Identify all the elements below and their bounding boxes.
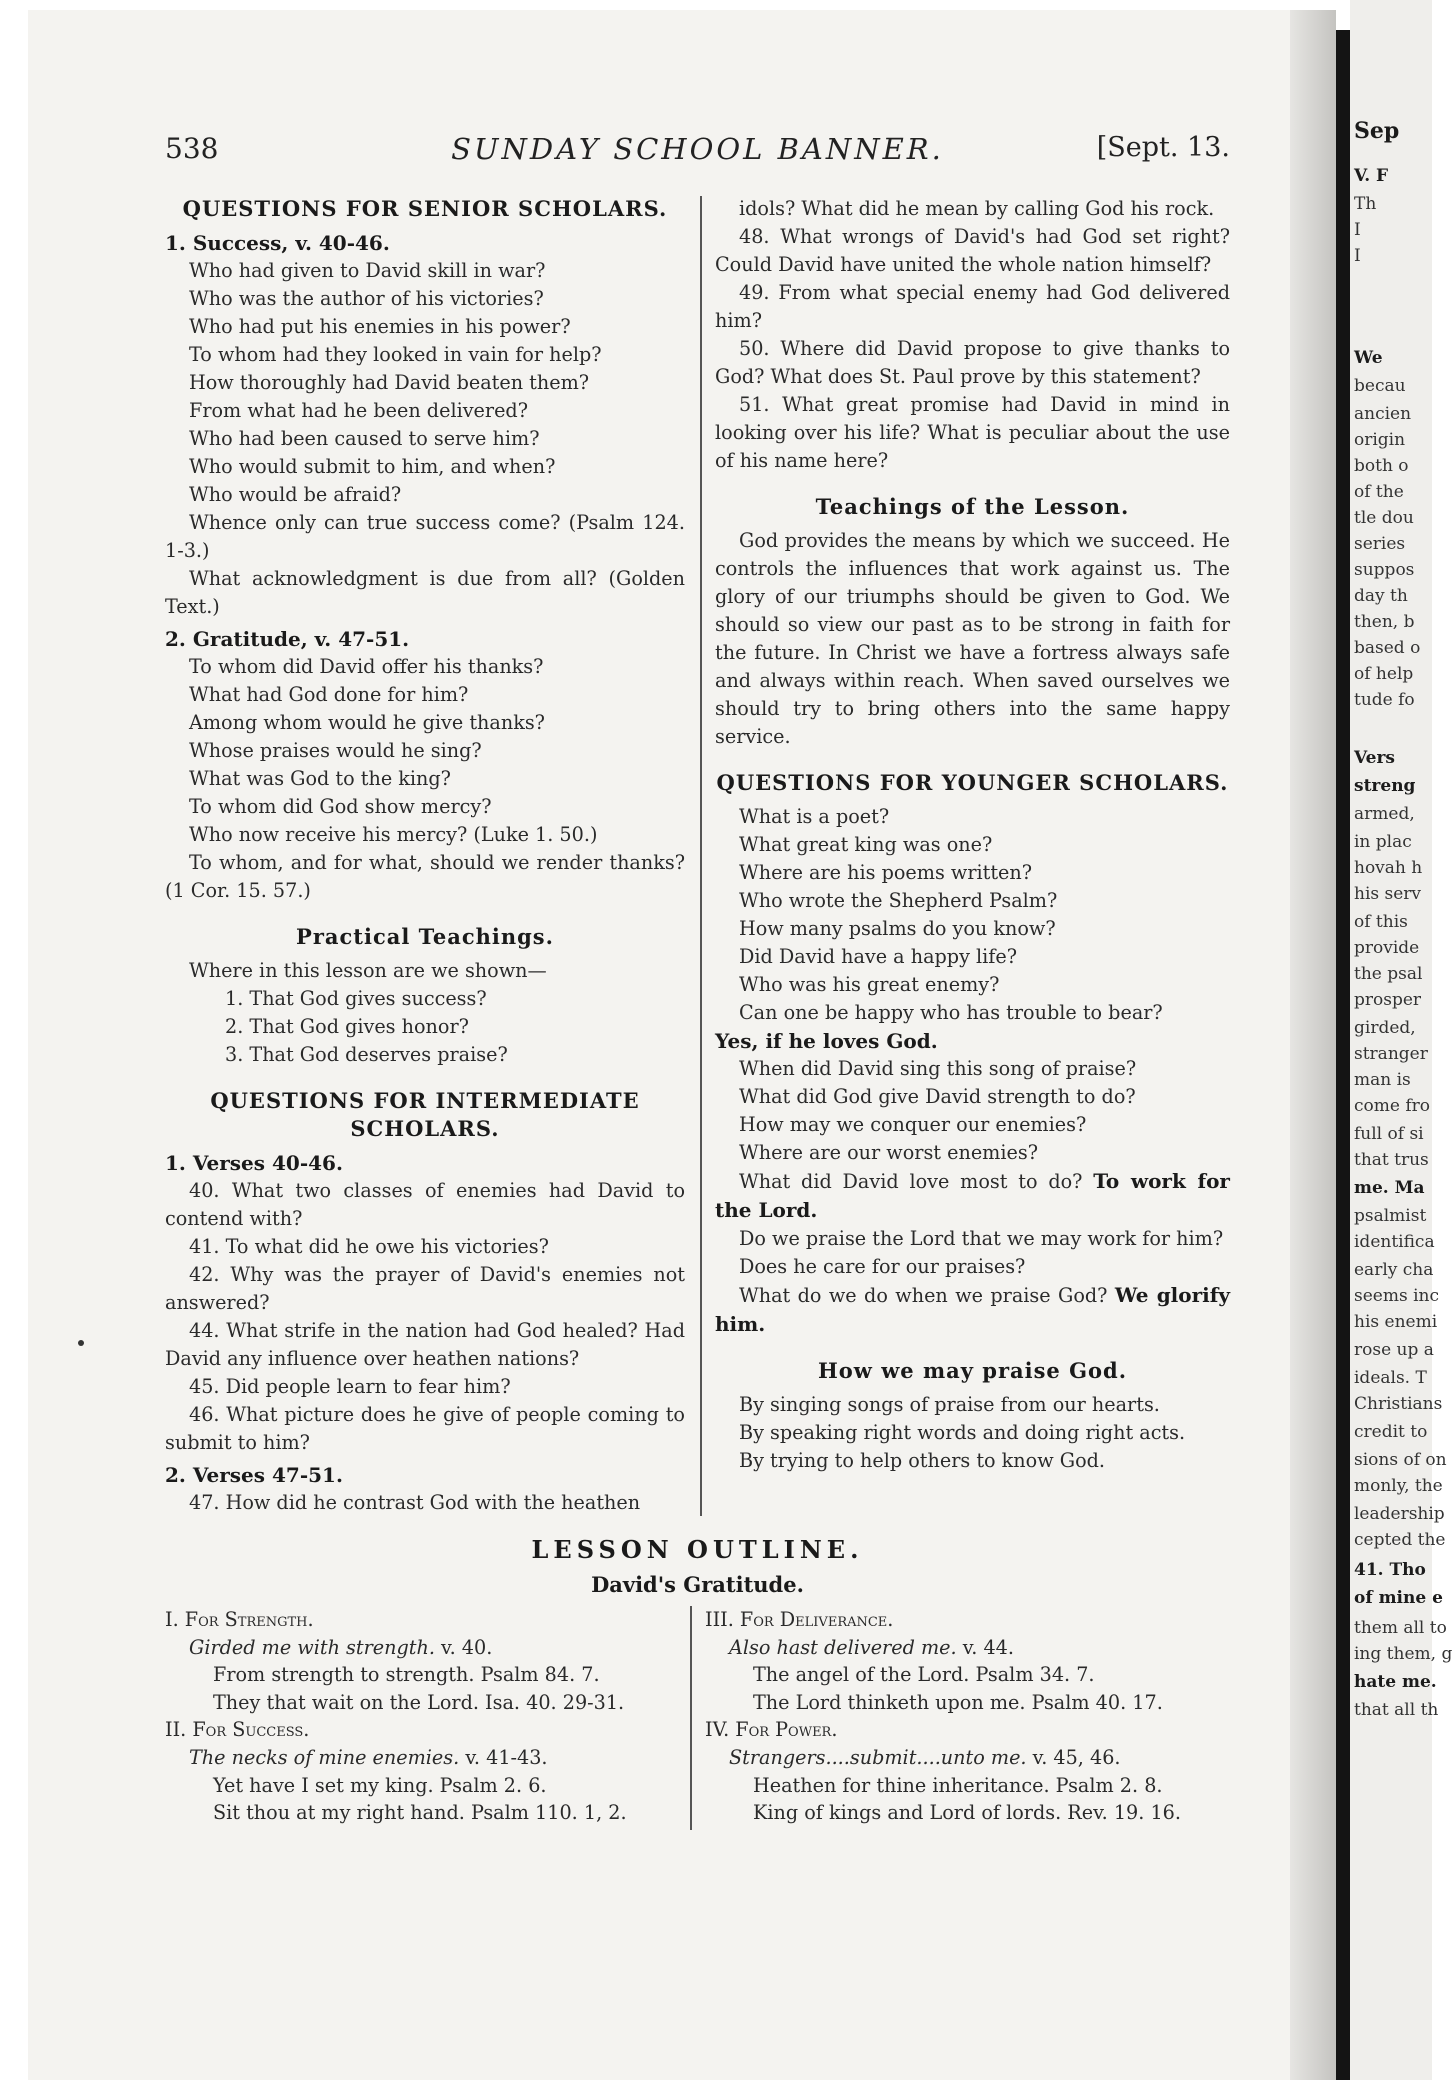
question-text: To whom, and for what, should we render thanks? (1 Cor. 15. 57.) [165, 851, 685, 902]
page-date: [Sept. 13. [1096, 132, 1230, 163]
next-page-text-fragment: full of si [1354, 1124, 1424, 1144]
question-text: Where are our worst enemies? [739, 1141, 1038, 1164]
outline-text: Heathen for thine inheritance. Psalm 2. 8. [753, 1773, 1163, 1797]
question-text: What do we do when we praise God? [739, 1284, 1108, 1307]
question-text: Does he care for our praises? [739, 1255, 1026, 1278]
outline-item [165, 1661, 685, 1689]
question-text: 45. Did people learn to fear him? [189, 1375, 511, 1398]
next-page-text-fragment: becau [1354, 376, 1406, 396]
outline-item [165, 1634, 685, 1662]
next-page-text-fragment: provide [1354, 938, 1420, 958]
question-text: Who wrote the Shepherd Psalm? [739, 889, 1058, 912]
book-binding [1336, 30, 1350, 2080]
question-text: Who was the author of his victories? [189, 287, 544, 310]
question-text: What acknowledgment is due from all? (Golden Text.) [165, 567, 685, 618]
next-page-text-fragment: streng [1354, 776, 1416, 796]
outline-text: v. 44. [956, 1635, 1014, 1659]
outline-item [705, 1716, 1230, 1744]
outline-text: They that wait on the Lord. Isa. 40. 29-31. [213, 1690, 625, 1714]
outline-left-column [165, 1606, 685, 1827]
next-page-text-fragment: identifica [1354, 1232, 1435, 1252]
next-page-text-fragment: man is [1354, 1070, 1411, 1090]
question-text: Who was his great enemy? [739, 973, 1000, 996]
outline-verse-quote: The necks of mine enemies. [189, 1745, 460, 1769]
next-page-text-fragment: cepted the [1354, 1530, 1446, 1550]
outline-text: v. 41-43. [459, 1745, 548, 1769]
next-page-text-fragment: that trus [1354, 1150, 1429, 1170]
page-title: SUNDAY SCHOOL BANNER. [451, 132, 944, 166]
outline-item [705, 1744, 1230, 1772]
section-subhead: 2. Gratitude, v. 47-51. [165, 627, 410, 651]
list-item: 3. That God deserves praise? [225, 1043, 508, 1066]
question-answer [715, 1281, 1230, 1339]
list-item: 1. That God gives success? [225, 987, 487, 1010]
next-page-text-fragment: the psal [1354, 964, 1423, 984]
question-answer [715, 1167, 1230, 1225]
next-page-text-fragment: them all to [1354, 1618, 1447, 1638]
outline-item [165, 1689, 685, 1717]
question-text: Whence only can true success come? (Psalm 124. 1-3.) [165, 511, 685, 562]
question-text: 46. What picture does he give of people coming to submit to him? [165, 1403, 685, 1454]
question-text: To whom did David offer his thanks? [189, 655, 544, 678]
next-page-text-fragment: V. F [1354, 166, 1389, 186]
next-page-text-fragment: girded, [1354, 1018, 1416, 1038]
next-page-text-fragment: tude fo [1354, 690, 1415, 710]
outline-text: From strength to strength. Psalm 84. 7. [213, 1663, 600, 1687]
margin-mark [78, 1340, 84, 1346]
outline-text: III. For Deliverance. [705, 1608, 894, 1631]
right-column [715, 195, 1230, 1475]
outline-text: v. 45, 46. [1026, 1745, 1121, 1769]
outline-text: I. For Strength. [165, 1608, 314, 1631]
paragraph: 49. From what special enemy had God delivered him? [715, 281, 1230, 332]
next-page-text-fragment: sions of on [1354, 1450, 1447, 1470]
next-page-text-fragment: both o [1354, 456, 1409, 476]
next-page-text-fragment: armed, [1354, 804, 1415, 824]
next-page-text-fragment: stranger [1354, 1044, 1428, 1064]
question-text: 41. To what did he owe his victories? [189, 1235, 549, 1258]
outline-item [705, 1606, 1230, 1634]
outline-verse-quote: Also hast delivered me. [729, 1635, 957, 1659]
outline-item [165, 1716, 685, 1744]
next-page-text-fragment: of the [1354, 482, 1404, 502]
question-text: By singing songs of praise from our hearts. [739, 1393, 1160, 1416]
question-text: What great king was one? [739, 833, 993, 856]
list-item: 2. That God gives honor? [225, 1015, 469, 1038]
next-page-text-fragment: tle dou [1354, 508, 1414, 528]
question-text: Who had been caused to serve him? [189, 427, 540, 450]
outline-text: The Lord thinketh upon me. Psalm 40. 17. [753, 1690, 1163, 1714]
section-heading: QUESTIONS FOR YOUNGER SCHOLARS. [716, 770, 1229, 795]
outline-item [165, 1744, 685, 1772]
outline-subheading: David's Gratitude. [591, 1572, 804, 1597]
question-text: Where in this lesson are we shown— [189, 959, 547, 982]
question-text: 47. How did he contrast God with the heathen [189, 1491, 641, 1514]
question-text: Who would submit to him, and when? [189, 455, 556, 478]
outline-item [705, 1661, 1230, 1689]
section-subhead: 2. Verses 47-51. [165, 1463, 343, 1487]
next-page-text-fragment: early cha [1354, 1260, 1434, 1280]
outline-verse-quote: Girded me with strength. [189, 1635, 435, 1659]
question-text: What was God to the king? [189, 767, 451, 790]
outline-text: II. For Success. [165, 1718, 310, 1742]
next-page-text-fragment: Christians [1354, 1394, 1443, 1414]
question-text: To whom had they looked in vain for help? [189, 343, 602, 366]
next-page-text-fragment: credit to [1354, 1422, 1428, 1442]
section-subhead: 1. Verses 40-46. [165, 1151, 343, 1175]
paragraph: 50. Where did David propose to give thanks to God? What does St. Paul prove by this statement? [715, 337, 1230, 388]
question-text: Who now receive his mercy? (Luke 1. 50.) [189, 823, 598, 846]
outline-text: Sit thou at my right hand. Psalm 110. 1, 2. [213, 1801, 627, 1825]
next-page-text-fragment: ancien [1354, 404, 1412, 424]
question-text: Do we praise the Lord that we may work for him? [739, 1227, 1224, 1250]
question-text: What is a poet? [739, 805, 890, 828]
question-text: What did David love most to do? [739, 1170, 1083, 1193]
question-text: What had God done for him? [189, 683, 469, 706]
column-divider [700, 196, 702, 1516]
question-text: 44. What strife in the nation had God healed? Had David any influence over heathen nations? [165, 1319, 685, 1370]
outline-divider [690, 1606, 692, 1830]
next-page-text-fragment: hovah h [1354, 858, 1423, 878]
next-page-text-fragment: prosper [1354, 990, 1422, 1010]
paragraph: God provides the means by which we succeed. He controls the influences that work against us. The glory of our triumphs should be given to God. We should so view our past as to be strong in faith for the future. In Christ we have a fortress always safe and always within reach. When saved ourselves we should try to bring others into the same happy service. [715, 529, 1230, 748]
next-page-text-fragment: of mine e [1354, 1588, 1443, 1608]
outline-item [705, 1799, 1230, 1827]
next-page-text-fragment: origin [1354, 430, 1406, 450]
outline-text: Yet have I set my king. Psalm 2. 6. [213, 1773, 547, 1797]
section-subhead: 1. Success, v. 40-46. [165, 231, 390, 255]
answer-text: We glorify him. [715, 1283, 1230, 1336]
next-page-text-fragment: I [1354, 246, 1361, 266]
question-text: Who had given to David skill in war? [189, 259, 546, 282]
question-text: How thoroughly had David beaten them? [189, 371, 590, 394]
answer-text: To work for the Lord. [715, 1169, 1230, 1222]
outline-item [165, 1606, 685, 1634]
paragraph: 51. What great promise had David in mind in looking over his life? What is peculiar about the use of his name here? [715, 393, 1230, 472]
outline-text: The angel of the Lord. Psalm 34. 7. [753, 1663, 1095, 1687]
outline-text: v. 40. [434, 1635, 493, 1659]
next-page-text-fragment: of this [1354, 912, 1408, 932]
paragraph: idols? What did he mean by calling God his rock. [739, 197, 1215, 220]
answer-text: Yes, if he loves God. [715, 1029, 938, 1053]
question-text: Who had put his enemies in his power? [189, 315, 571, 338]
next-page-text-fragment: monly, the [1354, 1476, 1443, 1496]
question-text: Can one be happy who has trouble to bear? [739, 1001, 1163, 1024]
question-text: Did David have a happy life? [739, 945, 1018, 968]
section-heading: QUESTIONS FOR INTERMEDIATE SCHOLARS. [210, 1088, 640, 1141]
next-page-text-fragment: hate me. [1354, 1672, 1437, 1692]
next-page-text-fragment: Sep [1354, 118, 1400, 144]
next-page-text-fragment: series [1354, 534, 1406, 554]
next-page-text-fragment: his enemi [1354, 1312, 1438, 1332]
left-column [165, 195, 685, 1517]
next-page-text-fragment: Th [1354, 194, 1377, 214]
section-heading: QUESTIONS FOR SENIOR SCHOLARS. [182, 196, 668, 221]
next-page-text-fragment: ideals. T [1354, 1368, 1427, 1388]
outline-heading: LESSON OUTLINE. [531, 1535, 864, 1564]
question-text: To whom did God show mercy? [189, 795, 492, 818]
next-page-text-fragment: rose up a [1354, 1340, 1434, 1360]
next-page-text-fragment: based o [1354, 638, 1421, 658]
question-text: 42. Why was the prayer of David's enemies not answered? [165, 1263, 685, 1314]
next-page-text-fragment: me. Ma [1354, 1178, 1425, 1198]
next-page-text-fragment: 41. Tho [1354, 1560, 1426, 1580]
next-page-text-fragment: in plac [1354, 832, 1412, 852]
question-text: By trying to help others to know God. [739, 1449, 1106, 1472]
outline-text: IV. For Power. [705, 1718, 838, 1742]
next-page-text-fragment: I [1354, 220, 1361, 240]
next-page-text-fragment: that all th [1354, 1700, 1439, 1720]
outline-item [165, 1772, 685, 1800]
question-text: Among whom would he give thanks? [189, 711, 545, 734]
question-text: What did God give David strength to do? [739, 1085, 1136, 1108]
outline-item [165, 1799, 685, 1827]
page-gutter-shadow [1290, 10, 1336, 2080]
question-text: How may we conquer our enemies? [739, 1113, 1087, 1136]
paragraph: 48. What wrongs of David's had God set right? Could David have united the whole nation himself? [715, 225, 1230, 276]
next-page-text-fragment: come fro [1354, 1096, 1430, 1116]
outline-verse-quote: Strangers....submit....unto me. [729, 1745, 1027, 1769]
next-page-text-fragment: We [1354, 348, 1383, 368]
outline-item [705, 1772, 1230, 1800]
question-text: Whose praises would he sing? [189, 739, 482, 762]
next-page-edge [1350, 0, 1452, 2080]
outline-item [705, 1634, 1230, 1662]
section-heading: How we may praise God. [817, 1358, 1128, 1383]
question-text: From what had he been delivered? [189, 399, 529, 422]
next-page-text-fragment: his serv [1354, 884, 1422, 904]
next-page-text-fragment: leadership [1354, 1504, 1445, 1524]
section-heading: Teachings of the Lesson. [815, 494, 1130, 519]
section-heading: Practical Teachings. [296, 924, 554, 949]
page-header [165, 132, 1230, 172]
question-text: By speaking right words and doing right acts. [739, 1421, 1186, 1444]
outline-text: King of kings and Lord of lords. Rev. 19. 16. [753, 1801, 1181, 1825]
outline-item [705, 1689, 1230, 1717]
next-page-text-fragment: then, b [1354, 612, 1415, 632]
next-page-text-fragment: day th [1354, 586, 1408, 606]
question-text: When did David sing this song of praise? [739, 1057, 1137, 1080]
page-number: 538 [165, 132, 219, 165]
next-page-text-fragment: suppos [1354, 560, 1415, 580]
question-text: 40. What two classes of enemies had David to contend with? [165, 1179, 685, 1230]
outline-right-column [705, 1606, 1230, 1827]
question-text: How many psalms do you know? [739, 917, 1056, 940]
question-text: Where are his poems written? [739, 861, 1033, 884]
next-page-text-fragment: Vers [1354, 748, 1395, 768]
next-page-text-fragment: seems inc [1354, 1286, 1439, 1306]
next-page-text-fragment: of help [1354, 664, 1414, 684]
question-text: Who would be afraid? [189, 483, 402, 506]
next-page-text-fragment: ing them, g [1354, 1644, 1452, 1664]
next-page-text-fragment: psalmist [1354, 1206, 1427, 1226]
